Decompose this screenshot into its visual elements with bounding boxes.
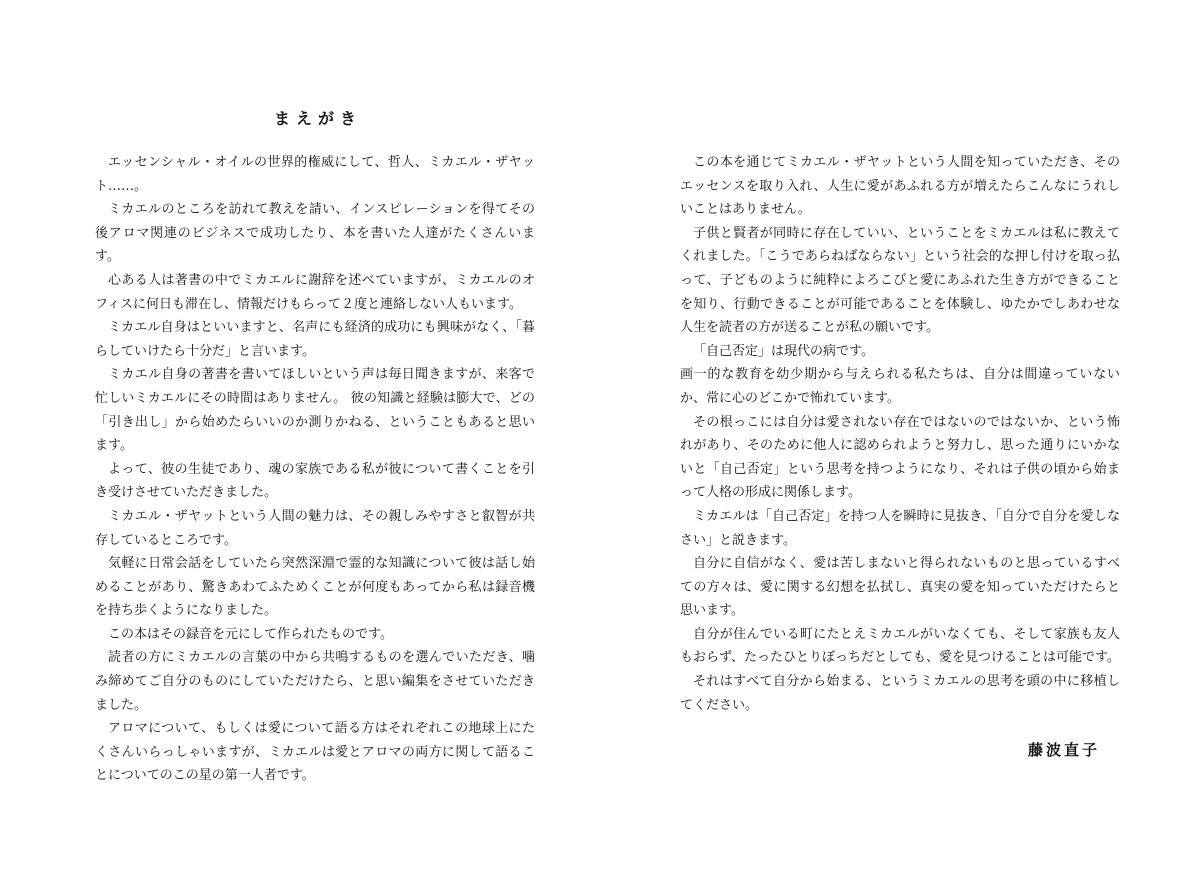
page-title: まえがき	[274, 109, 363, 128]
paragraph: アロマについて、もしくは愛について語る方はそれぞれこの地球上にたくさんいらっしゃいますが、ミカエルは愛とアロマの両方に関して語ることについてのこの星の第一人者です。	[95, 721, 535, 784]
right-page	[600, 0, 1200, 889]
paragraph: ミカエル自身の著書を書いてほしいという声は毎日聞きますが、来客で忙しいミカエルにその時間はありません。 彼の知識と経験は膨大で、どの「引き出し」から始めたらいいのか測りかねる、ということもあると思います。	[95, 367, 535, 454]
left-body-text	[95, 151, 535, 788]
author-signature: 藤波直子	[1027, 741, 1100, 759]
paragraph: エッセンシャル・オイルの世界的権威にして、哲人、ミカエル・ザヤット……。	[95, 155, 535, 194]
paragraph: 自分に自信がなく、愛は苦しまないと得られないものと思っているすべての方々は、愛に関する幻想を払拭し、真実の愛を知っていただけたらと思います。	[680, 556, 1120, 619]
right-body-text	[680, 151, 1120, 717]
paragraph: 心ある人は著書の中でミカエルに謝辞を述べていますが、ミカエルのオフィスに何日も滞在し、情報だけもらって２度と連絡しない人もいます。	[95, 272, 535, 312]
paragraph: 「自己否定」は現代の病です。	[693, 343, 874, 359]
paragraph: 読者の方にミカエルの言葉の中から共鳴するものを選んでいただき、噛み締めてご自分のものにしていただけたら、と思い編集をさせていただきました。	[95, 650, 535, 713]
paragraph: ミカエル自身はといいますと、名声にも経済的成功にも興味がなく、「暮らしていけたら十分だ」と言います。	[95, 320, 535, 359]
paragraph: ミカエル・ザヤットという人間の魅力は、その親しみやすさと叡智が共存しているところです。	[95, 508, 535, 548]
paragraph: 画一的な教育を幼少期から与えられる私たちは、自分は間違っていないか、常に心のどこかで怖れています。	[680, 367, 1120, 406]
paragraph: それはすべて自分から始まる、というミカエルの思考を頭の中に移植してください。	[680, 674, 1120, 713]
paragraph: ミカエルは「自己否定」を持つ人を瞬時に見抜き、「自分で自分を愛しなさい」と説きます。	[680, 508, 1120, 548]
paragraph: 自分が住んでいる町にたとえミカエルがいなくても、そして家族も友人もおらず、たったひとりぼっちだとしても、愛を見つけることは可能です。	[680, 626, 1120, 666]
paragraph: ミカエルのところを訪れて教えを請い、インスピレーションを得てその後アロマ関連のビジネスで成功したり、本を書いた人達がたくさんいます。	[95, 202, 535, 265]
paragraph: よって、彼の生徒であり、魂の家族である私が彼について書くことを引き受けさせていただきました。	[95, 461, 535, 501]
paragraph: この本を通じてミカエル・ザヤットという人間を知っていただき、そのエッセンスを取り入れ、人生に愛があふれる方が増えたらこんなにうれしいことはありません。	[680, 155, 1120, 218]
paragraph: 気軽に日常会話をしていたら突然深淵で霊的な知識について彼は話し始めることがあり、驚きあわてふためくことが何度もあってから私は録音機を持ち歩くようになりました。	[95, 556, 535, 619]
paragraph: この本はその録音を元にして作られたものです。	[108, 626, 393, 642]
paragraph: 子供と賢者が同時に存在していい、ということをミカエルは私に教えてくれました。「こうであらねばならない」という社会的な押し付けを取っ払って、子どものように純粋によろこびと愛にあふれた生き方ができることを知り、行動できることが可能であることを体験し、ゆたかでしあわせな人生を読者の方が送ることが私の願いです。	[680, 225, 1120, 336]
paragraph: その根っこには自分は愛されない存在ではないのではないか、という怖れがあり、そのために他人に認められようと努力し、思った通りにいかないと「自己否定」という思考を持つようになり、それは子供の頃から始まって人格の形成に関係します。	[680, 414, 1120, 501]
